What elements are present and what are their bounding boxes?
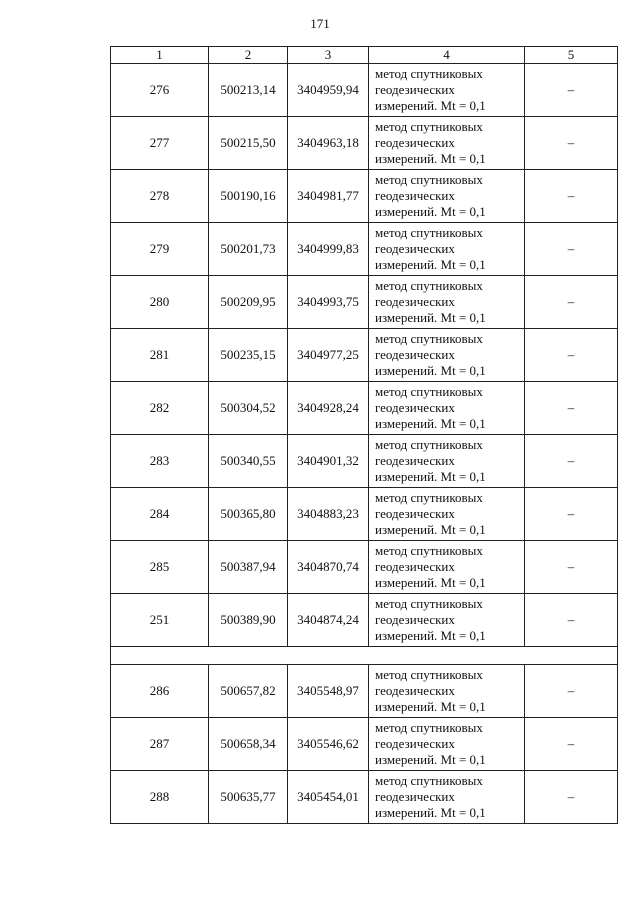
method-line: измерений. Mt = 0,1: [375, 628, 486, 643]
column-header-5: 5: [525, 47, 618, 64]
note-cell: –: [525, 170, 618, 223]
method-line: измерений. Mt = 0,1: [375, 805, 486, 820]
method-line: геодезических: [375, 188, 455, 203]
y-coordinate-cell: 3404901,32: [288, 435, 369, 488]
note-cell: –: [525, 488, 618, 541]
note-cell: –: [525, 665, 618, 718]
y-coordinate-cell: 3404928,24: [288, 382, 369, 435]
method-line: геодезических: [375, 400, 455, 415]
point-number-cell: 288: [111, 771, 209, 824]
method-line: измерений. Mt = 0,1: [375, 699, 486, 714]
y-coordinate-cell: 3404999,83: [288, 223, 369, 276]
column-header-2: 2: [209, 47, 288, 64]
method-cell: [369, 329, 525, 382]
note-cell: –: [525, 435, 618, 488]
method-line: измерений. Mt = 0,1: [375, 257, 486, 272]
point-number-cell: 283: [111, 435, 209, 488]
y-coordinate-cell: 3404981,77: [288, 170, 369, 223]
group-separator-row: [111, 647, 618, 665]
x-coordinate-cell: 500304,52: [209, 382, 288, 435]
y-coordinate-cell: 3405454,01: [288, 771, 369, 824]
table-row: [111, 771, 618, 824]
table-row: [111, 594, 618, 647]
method-line: метод спутниковых: [375, 278, 483, 293]
method-cell: [369, 276, 525, 329]
method-line: измерений. Mt = 0,1: [375, 98, 486, 113]
point-number-cell: 286: [111, 665, 209, 718]
method-line: метод спутниковых: [375, 543, 483, 558]
method-line: метод спутниковых: [375, 773, 483, 788]
y-coordinate-cell: 3404883,23: [288, 488, 369, 541]
point-number-cell: 281: [111, 329, 209, 382]
method-line: измерений. Mt = 0,1: [375, 204, 486, 219]
method-line: метод спутниковых: [375, 119, 483, 134]
method-line: геодезических: [375, 453, 455, 468]
x-coordinate-cell: 500340,55: [209, 435, 288, 488]
method-line: метод спутниковых: [375, 720, 483, 735]
x-coordinate-cell: 500235,15: [209, 329, 288, 382]
column-header-3: 3: [288, 47, 369, 64]
point-number-cell: 279: [111, 223, 209, 276]
method-line: метод спутниковых: [375, 172, 483, 187]
point-number-cell: 287: [111, 718, 209, 771]
method-cell: [369, 117, 525, 170]
x-coordinate-cell: 500387,94: [209, 541, 288, 594]
x-coordinate-cell: 500658,34: [209, 718, 288, 771]
method-cell: [369, 771, 525, 824]
point-number-cell: 284: [111, 488, 209, 541]
coordinates-table: [110, 46, 618, 824]
y-coordinate-cell: 3404870,74: [288, 541, 369, 594]
y-coordinate-cell: 3404959,94: [288, 64, 369, 117]
method-line: геодезических: [375, 347, 455, 362]
point-number-cell: 277: [111, 117, 209, 170]
method-line: геодезических: [375, 612, 455, 627]
x-coordinate-cell: 500389,90: [209, 594, 288, 647]
table-row: [111, 382, 618, 435]
x-coordinate-cell: 500657,82: [209, 665, 288, 718]
table-row: [111, 117, 618, 170]
point-number-cell: 280: [111, 276, 209, 329]
x-coordinate-cell: 500209,95: [209, 276, 288, 329]
method-line: геодезических: [375, 559, 455, 574]
note-cell: –: [525, 276, 618, 329]
method-line: геодезических: [375, 82, 455, 97]
method-line: метод спутниковых: [375, 66, 483, 81]
method-line: геодезических: [375, 506, 455, 521]
method-line: измерений. Mt = 0,1: [375, 151, 486, 166]
method-line: метод спутниковых: [375, 596, 483, 611]
table-row: [111, 276, 618, 329]
method-line: метод спутниковых: [375, 667, 483, 682]
x-coordinate-cell: 500201,73: [209, 223, 288, 276]
note-cell: –: [525, 541, 618, 594]
y-coordinate-cell: 3405546,62: [288, 718, 369, 771]
method-cell: [369, 382, 525, 435]
y-coordinate-cell: 3405548,97: [288, 665, 369, 718]
method-line: геодезических: [375, 135, 455, 150]
point-number-cell: 285: [111, 541, 209, 594]
note-cell: –: [525, 117, 618, 170]
point-number-cell: 251: [111, 594, 209, 647]
y-coordinate-cell: 3404993,75: [288, 276, 369, 329]
table-row: [111, 718, 618, 771]
note-cell: –: [525, 594, 618, 647]
note-cell: –: [525, 382, 618, 435]
method-cell: [369, 541, 525, 594]
method-line: метод спутниковых: [375, 331, 483, 346]
table-row: [111, 170, 618, 223]
method-line: метод спутниковых: [375, 437, 483, 452]
method-cell: [369, 64, 525, 117]
method-line: геодезических: [375, 241, 455, 256]
method-cell: [369, 223, 525, 276]
method-line: измерений. Mt = 0,1: [375, 752, 486, 767]
table-header-row: [111, 47, 618, 64]
coordinates-table-body: [111, 47, 618, 824]
table-row: [111, 223, 618, 276]
x-coordinate-cell: 500365,80: [209, 488, 288, 541]
method-line: геодезических: [375, 294, 455, 309]
point-number-cell: 282: [111, 382, 209, 435]
x-coordinate-cell: 500635,77: [209, 771, 288, 824]
method-line: геодезических: [375, 789, 455, 804]
column-header-1: 1: [111, 47, 209, 64]
point-number-cell: 276: [111, 64, 209, 117]
table-row: [111, 329, 618, 382]
point-number-cell: 278: [111, 170, 209, 223]
note-cell: –: [525, 718, 618, 771]
page-number: 171: [310, 16, 330, 31]
x-coordinate-cell: 500190,16: [209, 170, 288, 223]
method-cell: [369, 718, 525, 771]
y-coordinate-cell: 3404963,18: [288, 117, 369, 170]
method-cell: [369, 665, 525, 718]
method-line: метод спутниковых: [375, 384, 483, 399]
group-separator-cell: [111, 647, 618, 665]
method-line: измерений. Mt = 0,1: [375, 363, 486, 378]
method-cell: [369, 594, 525, 647]
note-cell: –: [525, 223, 618, 276]
method-line: геодезических: [375, 736, 455, 751]
note-cell: –: [525, 329, 618, 382]
method-line: измерений. Mt = 0,1: [375, 575, 486, 590]
method-line: измерений. Mt = 0,1: [375, 469, 486, 484]
table-row: [111, 64, 618, 117]
method-line: геодезических: [375, 683, 455, 698]
table-row: [111, 665, 618, 718]
table-row: [111, 488, 618, 541]
y-coordinate-cell: 3404874,24: [288, 594, 369, 647]
column-header-4: 4: [369, 47, 525, 64]
method-line: измерений. Mt = 0,1: [375, 310, 486, 325]
method-cell: [369, 170, 525, 223]
y-coordinate-cell: 3404977,25: [288, 329, 369, 382]
method-cell: [369, 488, 525, 541]
note-cell: –: [525, 64, 618, 117]
method-line: измерений. Mt = 0,1: [375, 522, 486, 537]
note-cell: –: [525, 771, 618, 824]
method-line: метод спутниковых: [375, 225, 483, 240]
table-row: [111, 541, 618, 594]
method-line: метод спутниковых: [375, 490, 483, 505]
method-line: измерений. Mt = 0,1: [375, 416, 486, 431]
x-coordinate-cell: 500213,14: [209, 64, 288, 117]
x-coordinate-cell: 500215,50: [209, 117, 288, 170]
method-cell: [369, 435, 525, 488]
table-row: [111, 435, 618, 488]
